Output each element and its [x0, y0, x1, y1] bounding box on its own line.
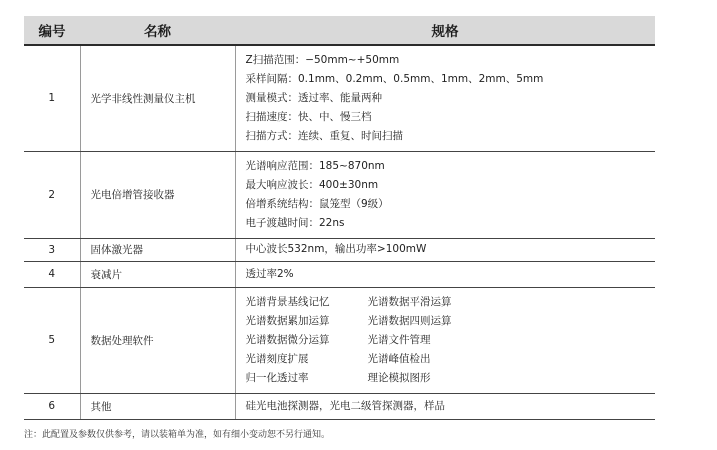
row-spec	[235, 238, 655, 261]
spec-pair	[246, 369, 656, 388]
spec-line: 中心波长532nm，输出功率>100mW	[245, 243, 427, 255]
spec-item: 光谱峰值检出	[367, 352, 431, 365]
header-spec: 规格	[235, 16, 655, 45]
table-row	[24, 287, 655, 393]
spec-item: 光谱数据微分运算	[245, 333, 330, 346]
row-name: 衰减片	[80, 261, 235, 287]
spec-line: 扫描方式：连续、重复、时间扫描	[245, 129, 403, 142]
spec-line: 倍增系统结构：鼠笼型（9级）	[245, 197, 389, 210]
table-row	[24, 45, 655, 151]
spec-line: 采样间隔：0.1mm、0.2mm、0.5mm、1mm、2mm、5mm	[245, 72, 544, 85]
spec-item: 光谱数据四则运算	[367, 314, 452, 327]
spec-line: 硅光电池探测器，光电二级管探测器，样品	[245, 399, 445, 412]
row-name: 固体激光器	[80, 238, 235, 261]
table-row	[24, 238, 655, 261]
row-spec	[235, 287, 655, 393]
spec-item: 归一化透过率	[245, 371, 309, 384]
spec-pair	[246, 293, 656, 312]
row-name: 光电倍增管接收器	[80, 151, 235, 238]
row-number: 5	[24, 287, 80, 393]
table-row	[24, 261, 655, 287]
spec-item: 光谱文件管理	[367, 333, 431, 346]
row-number: 6	[24, 393, 80, 419]
spec-item: 理论模拟图形	[367, 371, 431, 384]
row-spec	[235, 261, 655, 287]
row-name: 其他	[80, 393, 235, 419]
row-spec	[235, 45, 655, 151]
spec-item: 光谱背景基线记忆	[245, 295, 330, 308]
row-number: 2	[24, 151, 80, 238]
spec-line: 最大响应波长：400±30nm	[245, 178, 379, 191]
row-spec	[235, 151, 655, 238]
spec-item: 光谱数据累加运算	[245, 314, 330, 327]
spec-line: Z扫描范围：−50mm~+50mm	[245, 53, 400, 66]
spec-item: 光谱刻度扩展	[245, 352, 309, 365]
spec-pair	[246, 331, 656, 350]
spec-line: 光谱响应范围：185~870nm	[245, 159, 385, 172]
spec-line: 透过率2%	[245, 267, 294, 280]
row-spec	[235, 393, 655, 419]
table-row	[24, 393, 655, 419]
row-name: 光学非线性测量仪主机	[80, 45, 235, 151]
row-number: 3	[24, 238, 80, 261]
header-number: 编号	[24, 16, 80, 45]
row-number: 1	[24, 45, 80, 151]
row-number: 4	[24, 261, 80, 287]
table-row	[24, 151, 655, 238]
spec-line: 扫描速度：快、中、慢三档	[245, 110, 372, 123]
spec-pair	[246, 350, 656, 369]
spec-pair	[246, 312, 656, 331]
spec-table	[24, 16, 655, 420]
spec-line: 电子渡越时间：22ns	[245, 216, 345, 229]
header-name: 名称	[80, 16, 235, 45]
spec-line: 测量模式：透过率、能量两种	[245, 91, 382, 104]
header-row	[24, 16, 655, 45]
row-name: 数据处理软件	[80, 287, 235, 393]
spec-item: 光谱数据平滑运算	[367, 295, 452, 308]
footnote: 注：此配置及参数仅供参考，请以装箱单为准，如有细小变动恕不另行通知。	[24, 430, 331, 440]
